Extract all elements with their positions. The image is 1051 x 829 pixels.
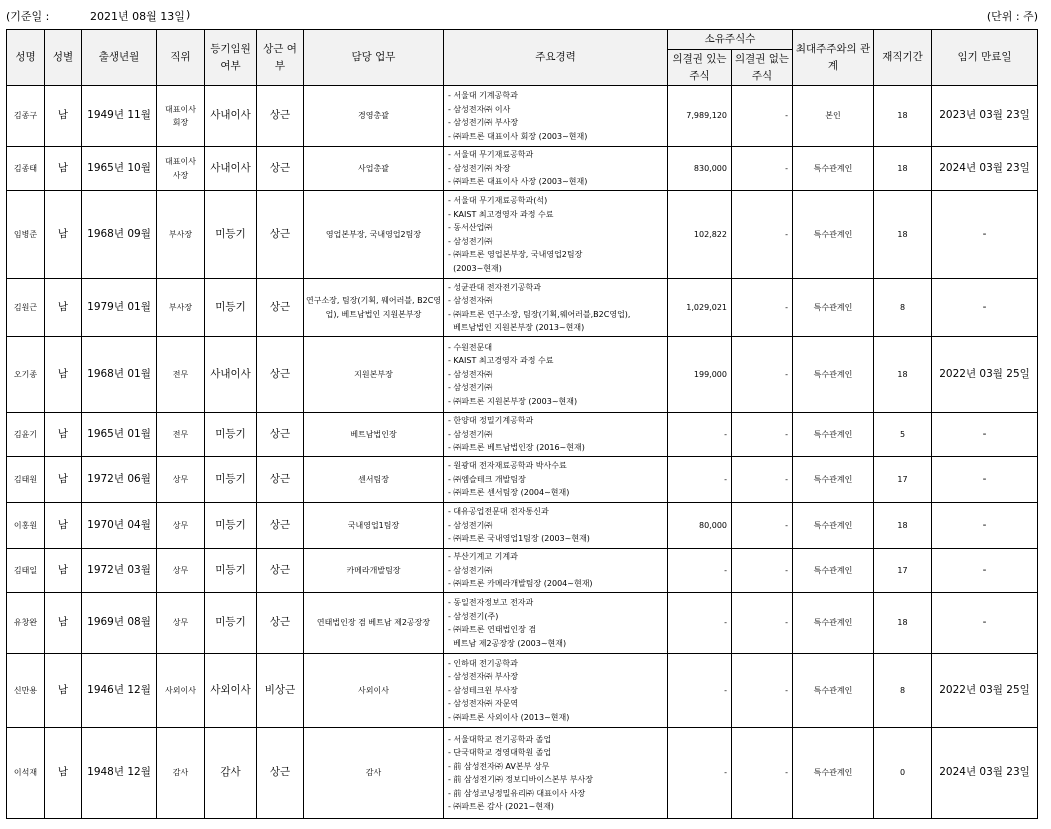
cell-registered: 사내이사 — [205, 147, 257, 191]
cell-voting-shares: - — [668, 593, 732, 654]
career-line: - 前 삼성코닝정밀유리㈜ 대표이사 사장 — [448, 788, 586, 798]
executives-table — [6, 29, 1038, 819]
career-line: - ㈜파트론 센서팀장 (2004~현재) — [448, 488, 570, 498]
cell-birth: 1979년 01월 — [82, 279, 157, 337]
cell-fulltime: 상근 — [257, 593, 304, 654]
cell-nonvoting-shares: - — [732, 279, 793, 337]
career-line: - ㈜파트론 베트남법인장 (2016~현재) — [448, 443, 585, 453]
career-line: - 대유공업전문대 전자통신과 — [448, 507, 549, 517]
header-fulltime: 상근 여부 — [257, 30, 304, 86]
cell-gender: 남 — [45, 593, 82, 654]
cell-duty: 국내영업1팀장 — [304, 503, 444, 549]
cell-career — [444, 191, 668, 279]
career-line: - KAIST 최고경영자 과정 수료 — [448, 209, 554, 219]
career-line: - ㈜파트론 카메라개발팀장 (2004~현재) — [448, 579, 593, 589]
cell-position: 부사장 — [157, 279, 205, 337]
cell-duty: 사업총괄 — [304, 147, 444, 191]
header-relation: 최대주주와의 관계 — [793, 30, 874, 86]
cell-tenure: 18 — [874, 593, 932, 654]
career-line: - 삼성전기(주) — [448, 611, 499, 621]
cell-relation: 특수관계인 — [793, 191, 874, 279]
cell-birth: 1970년 04월 — [82, 503, 157, 549]
cell-term: - — [932, 457, 1038, 503]
table-row — [7, 147, 1038, 191]
cell-voting-shares: 1,029,021 — [668, 279, 732, 337]
career-line: - 원광대 전자재료공학과 박사수료 — [448, 461, 567, 471]
cell-birth: 1972년 03월 — [82, 549, 157, 593]
cell-relation: 특수관계인 — [793, 654, 874, 728]
cell-nonvoting-shares: - — [732, 457, 793, 503]
career-line: - 서울대학교 전기공학과 졸업 — [448, 734, 552, 744]
cell-career — [444, 279, 668, 337]
cell-term: - — [932, 279, 1038, 337]
cell-term: - — [932, 413, 1038, 457]
cell-term: 2024년 03월 23일 — [932, 728, 1038, 819]
career-line: - 삼성전기㈜ — [448, 429, 493, 439]
career-line: - 삼성전자㈜ 부사장 — [448, 672, 519, 682]
career-line: - 수원전문대 — [448, 342, 493, 352]
career-line: - KAIST 최고경영자 과정 수료 — [448, 356, 554, 366]
cell-registered: 미등기 — [205, 549, 257, 593]
header-position: 직위 — [157, 30, 205, 86]
cell-fulltime: 상근 — [257, 549, 304, 593]
cell-registered: 사내이사 — [205, 86, 257, 147]
table-row — [7, 86, 1038, 147]
header-tenure: 재직기간 — [874, 30, 932, 86]
career-line: - ㈜파트론 연구소장, 팀장(기획,웨어러블,B2C영업), — [448, 309, 631, 319]
cell-birth: 1946년 12월 — [82, 654, 157, 728]
cell-term: 2022년 03월 25일 — [932, 337, 1038, 413]
cell-tenure: 18 — [874, 86, 932, 147]
cell-tenure: 17 — [874, 549, 932, 593]
cell-duty: 카메라개발팀장 — [304, 549, 444, 593]
cell-relation: 특수관계인 — [793, 593, 874, 654]
cell-registered: 사내이사 — [205, 337, 257, 413]
cell-gender: 남 — [45, 147, 82, 191]
cell-duty: 지원본부장 — [304, 337, 444, 413]
career-line: - ㈜엠슬테크 개발팀장 — [448, 474, 526, 484]
cell-voting-shares: - — [668, 654, 732, 728]
header-birth: 출생년월 — [82, 30, 157, 86]
career-line: - 삼성테크윈 부사장 — [448, 685, 518, 695]
cell-name: 김태일 — [7, 549, 45, 593]
cell-nonvoting-shares: - — [732, 593, 793, 654]
cell-position: 상무 — [157, 457, 205, 503]
career-line: - ㈜파트론 지원본부장 (2003~현재) — [448, 396, 578, 406]
cell-birth: 1968년 01월 — [82, 337, 157, 413]
cell-relation: 특수관계인 — [793, 337, 874, 413]
table-row — [7, 728, 1038, 819]
cell-career — [444, 503, 668, 549]
cell-fulltime: 상근 — [257, 147, 304, 191]
cell-career — [444, 593, 668, 654]
table-row — [7, 503, 1038, 549]
cell-position: 대표이사 사장 — [157, 147, 205, 191]
cell-relation: 특수관계인 — [793, 279, 874, 337]
header-name: 성명 — [7, 30, 45, 86]
career-line: - ㈜파트론 대표이사 사장 (2003~현재) — [448, 177, 588, 187]
unit-label: (단위 : 주) — [986, 10, 1038, 23]
cell-gender: 남 — [45, 654, 82, 728]
career-line: - ㈜파트론 연태법인장 겸 — [448, 625, 537, 634]
cell-fulltime: 상근 — [257, 457, 304, 503]
career-line: - 동서산업㈜ — [448, 223, 493, 232]
cell-registered: 감사 — [205, 728, 257, 819]
cell-birth: 1949년 11월 — [82, 86, 157, 147]
career-line: - 삼성전기㈜ — [448, 565, 493, 575]
cell-voting-shares: - — [668, 728, 732, 819]
cell-duty: 센서팀장 — [304, 457, 444, 503]
career-line: - ㈜파트론 감사 (2021~현재) — [448, 802, 554, 811]
cell-name: 김태원 — [7, 457, 45, 503]
cell-fulltime: 비상근 — [257, 654, 304, 728]
cell-birth: 1948년 12월 — [82, 728, 157, 819]
cell-relation: 특수관계인 — [793, 457, 874, 503]
cell-registered: 미등기 — [205, 457, 257, 503]
career-line: - 삼성전기㈜ 부사장 — [448, 118, 519, 127]
cell-tenure: 5 — [874, 413, 932, 457]
cell-nonvoting-shares: - — [732, 86, 793, 147]
cell-birth: 1965년 01월 — [82, 413, 157, 457]
cell-voting-shares: 7,989,120 — [668, 86, 732, 147]
cell-fulltime: 상근 — [257, 86, 304, 147]
cell-voting-shares: 199,000 — [668, 337, 732, 413]
career-line: - 서울대 무기재료공학과 — [448, 150, 534, 160]
cell-fulltime: 상근 — [257, 728, 304, 819]
cell-birth: 1972년 06월 — [82, 457, 157, 503]
cell-duty: 연태법인장 겸 베트남 제2공장장 — [304, 593, 444, 654]
cell-term: - — [932, 503, 1038, 549]
table-row — [7, 191, 1038, 279]
cell-career — [444, 86, 668, 147]
cell-relation: 특수관계인 — [793, 728, 874, 819]
cell-career — [444, 549, 668, 593]
table-row — [7, 279, 1038, 337]
cell-career — [444, 413, 668, 457]
cell-birth: 1965년 10월 — [82, 147, 157, 191]
cell-gender: 남 — [45, 86, 82, 147]
cell-term: - — [932, 593, 1038, 654]
cell-relation: 특수관계인 — [793, 503, 874, 549]
table-row — [7, 654, 1038, 728]
cell-name: 이홍원 — [7, 503, 45, 549]
cell-career — [444, 457, 668, 503]
cell-tenure: 18 — [874, 147, 932, 191]
cell-tenure: 0 — [874, 728, 932, 819]
cell-voting-shares: 102,822 — [668, 191, 732, 279]
base-date-label: (기준일 : — [6, 10, 50, 23]
cell-voting-shares: 830,000 — [668, 147, 732, 191]
table-row — [7, 337, 1038, 413]
cell-name: 김윤기 — [7, 413, 45, 457]
career-line: - 삼성전기㈜ — [448, 383, 493, 393]
cell-voting-shares: - — [668, 549, 732, 593]
cell-name: 김종태 — [7, 147, 45, 191]
cell-position: 전무 — [157, 413, 205, 457]
cell-term: 2023년 03월 23일 — [932, 86, 1038, 147]
cell-duty: 베트남법인장 — [304, 413, 444, 457]
cell-nonvoting-shares: - — [732, 549, 793, 593]
header-career: 주요경력 — [444, 30, 668, 86]
cell-nonvoting-shares: - — [732, 191, 793, 279]
career-line: - 서울대 무기재료공학과(석) — [448, 196, 548, 205]
career-line: - 부산기계고 기계과 — [448, 552, 518, 562]
career-line: - ㈜파트론 사외이사 (2013~현재) — [448, 712, 570, 722]
career-line: - 삼성전자㈜ 이사 — [448, 104, 511, 114]
table-row — [7, 549, 1038, 593]
career-line: - 前 삼성전기㈜ 정보디바이스본부 부사장 — [448, 775, 593, 784]
career-line: - 동일전자정보고 전자과 — [448, 598, 534, 607]
career-line: - ㈜파트론 대표이사 회장 (2003~현재) — [448, 131, 588, 141]
cell-gender: 남 — [45, 503, 82, 549]
career-line: - 서울대 기계공학과 — [448, 91, 518, 100]
base-date-close: ) — [186, 8, 191, 21]
career-line: - 삼성전자㈜ 자문역 — [448, 699, 519, 709]
cell-tenure: 18 — [874, 503, 932, 549]
cell-position: 상무 — [157, 593, 205, 654]
cell-position: 사외이사 — [157, 654, 205, 728]
cell-registered: 미등기 — [205, 191, 257, 279]
career-line: - 삼성전기㈜ — [448, 520, 493, 530]
cell-position: 부사장 — [157, 191, 205, 279]
career-line: - 삼성전자㈜ — [448, 369, 493, 379]
table-row — [7, 413, 1038, 457]
cell-registered: 사외이사 — [205, 654, 257, 728]
cell-relation: 특수관계인 — [793, 549, 874, 593]
cell-voting-shares: - — [668, 413, 732, 457]
career-line: - 삼성전기㈜ — [448, 236, 493, 246]
cell-term: 2024년 03월 23일 — [932, 147, 1038, 191]
table-caption — [6, 6, 1038, 24]
cell-duty: 연구소장, 팀장(기획, 웨어러블, B2C영업), 베트남법인 지원본부장 — [304, 279, 444, 337]
header-registered: 등기임원 여부 — [205, 30, 257, 86]
cell-registered: 미등기 — [205, 279, 257, 337]
cell-tenure: 17 — [874, 457, 932, 503]
cell-fulltime: 상근 — [257, 503, 304, 549]
cell-gender: 남 — [45, 279, 82, 337]
cell-birth: 1968년 09월 — [82, 191, 157, 279]
cell-position: 감사 — [157, 728, 205, 819]
cell-term: - — [932, 549, 1038, 593]
cell-name: 김원근 — [7, 279, 45, 337]
cell-voting-shares: - — [668, 457, 732, 503]
career-line: 베트남 제2공장장 (2003~현재) — [448, 638, 567, 648]
table-row — [7, 593, 1038, 654]
cell-voting-shares: 80,000 — [668, 503, 732, 549]
cell-nonvoting-shares: - — [732, 728, 793, 819]
cell-birth: 1969년 08월 — [82, 593, 157, 654]
cell-registered: 미등기 — [205, 593, 257, 654]
cell-gender: 남 — [45, 413, 82, 457]
career-line: 베트남법인 지원본부장 (2013~현재) — [448, 323, 585, 332]
cell-position: 상무 — [157, 503, 205, 549]
header-shares: 소유주식수 — [668, 30, 793, 50]
cell-gender: 남 — [45, 728, 82, 819]
career-line: - ㈜파트론 영업본부장, 국내영업2팀장 — [448, 250, 583, 259]
header-term: 임기 만료일 — [932, 30, 1038, 86]
cell-name: 임병준 — [7, 191, 45, 279]
career-line: - 인하대 전기공학과 — [448, 658, 518, 668]
cell-tenure: 18 — [874, 337, 932, 413]
cell-fulltime: 상근 — [257, 413, 304, 457]
cell-relation: 특수관계인 — [793, 147, 874, 191]
cell-gender: 남 — [45, 191, 82, 279]
cell-relation: 특수관계인 — [793, 413, 874, 457]
career-line: - 한양대 정밀기계공학과 — [448, 416, 534, 426]
career-line: - 삼성전기㈜ 차장 — [448, 163, 511, 173]
career-line: - 삼성전자㈜ — [448, 296, 493, 305]
cell-name: 유창완 — [7, 593, 45, 654]
career-line: - 단국대학교 경영대학원 졸업 — [448, 748, 552, 757]
career-line: - 성균관대 전자전기공학과 — [448, 282, 541, 292]
cell-tenure: 18 — [874, 191, 932, 279]
cell-gender: 남 — [45, 549, 82, 593]
cell-term: - — [932, 191, 1038, 279]
cell-fulltime: 상근 — [257, 279, 304, 337]
cell-nonvoting-shares: - — [732, 337, 793, 413]
career-line: - ㈜파트론 국내영업1팀장 (2003~현재) — [448, 534, 590, 544]
cell-tenure: 8 — [874, 279, 932, 337]
cell-nonvoting-shares: - — [732, 503, 793, 549]
cell-name: 김종구 — [7, 86, 45, 147]
table-row — [7, 457, 1038, 503]
cell-term: 2022년 03월 25일 — [932, 654, 1038, 728]
career-line: (2003~현재) — [448, 263, 502, 273]
header-duty: 담당 업무 — [304, 30, 444, 86]
cell-position: 상무 — [157, 549, 205, 593]
cell-nonvoting-shares: - — [732, 654, 793, 728]
cell-duty: 감사 — [304, 728, 444, 819]
cell-fulltime: 상근 — [257, 337, 304, 413]
career-line: - 前 삼성전자㈜ AV본부 상무 — [448, 761, 550, 771]
cell-registered: 미등기 — [205, 503, 257, 549]
cell-duty: 사외이사 — [304, 654, 444, 728]
cell-registered: 미등기 — [205, 413, 257, 457]
cell-duty: 영업본부장, 국내영업2팀장 — [304, 191, 444, 279]
cell-position: 전무 — [157, 337, 205, 413]
cell-tenure: 8 — [874, 654, 932, 728]
cell-name: 이석재 — [7, 728, 45, 819]
cell-career — [444, 337, 668, 413]
base-date-value: 2021년 08월 13일 — [90, 10, 185, 23]
cell-nonvoting-shares: - — [732, 147, 793, 191]
cell-nonvoting-shares: - — [732, 413, 793, 457]
header-gender: 성별 — [45, 30, 82, 86]
cell-gender: 남 — [45, 457, 82, 503]
cell-duty: 경영총괄 — [304, 86, 444, 147]
cell-name: 신만용 — [7, 654, 45, 728]
cell-career — [444, 147, 668, 191]
cell-relation: 본인 — [793, 86, 874, 147]
header-voting: 의결권 있는 주식 — [668, 50, 732, 86]
cell-gender: 남 — [45, 337, 82, 413]
header-nonvoting: 의결권 없는 주식 — [732, 50, 793, 86]
cell-name: 오기종 — [7, 337, 45, 413]
cell-career — [444, 728, 668, 819]
cell-career — [444, 654, 668, 728]
cell-position: 대표이사 회장 — [157, 86, 205, 147]
cell-fulltime: 상근 — [257, 191, 304, 279]
